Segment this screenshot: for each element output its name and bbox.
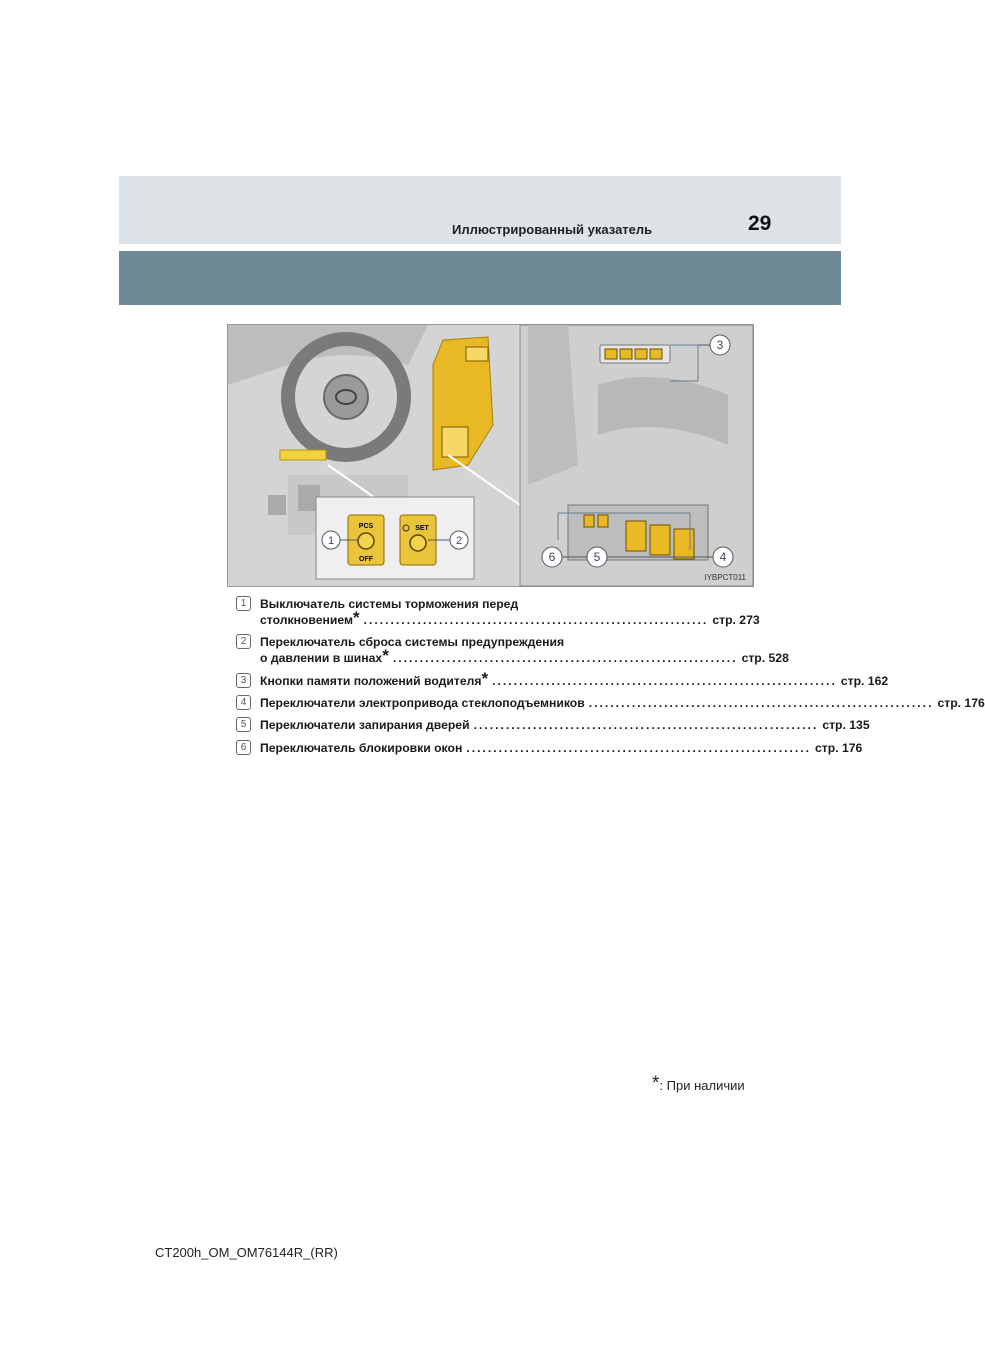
item-label: Переключатель блокировки окон xyxy=(260,741,463,755)
page-reference: стр. 135 xyxy=(822,718,870,732)
footnote xyxy=(652,1073,745,1094)
parking-pedal xyxy=(268,495,286,515)
window-switch-2 xyxy=(650,525,670,555)
dashboard-illustration xyxy=(227,324,754,587)
page-reference: стр. 528 xyxy=(741,651,789,665)
memory-button-3 xyxy=(635,349,647,359)
item-number: 5 xyxy=(236,717,251,732)
asterisk: * xyxy=(352,608,360,627)
set-button-icon xyxy=(410,535,426,551)
item-number: 6 xyxy=(236,740,251,755)
callout-1-label: 1 xyxy=(327,535,335,547)
item-number: 1 xyxy=(236,596,251,611)
memory-button-4 xyxy=(650,349,662,359)
window-switch-1 xyxy=(626,521,646,551)
window-switch-3 xyxy=(674,529,694,559)
section-title: Иллюстрированный указатель xyxy=(452,222,653,237)
item-label: Переключатели запирания дверей xyxy=(260,718,470,732)
item-label-cont: столкновением xyxy=(260,613,353,627)
memory-button-1 xyxy=(605,349,617,359)
callout-3-label: 3 xyxy=(716,338,724,352)
off-label: OFF xyxy=(359,556,373,563)
asterisk: * xyxy=(382,646,389,665)
item-number: 4 xyxy=(236,695,251,710)
memory-button-2 xyxy=(620,349,632,359)
item-label: Выключатель системы торможения перед xyxy=(260,597,519,611)
callout-4-label: 4 xyxy=(719,550,727,564)
pcs-label: PCS xyxy=(358,523,374,530)
item-number: 2 xyxy=(236,634,251,649)
illustration-svg xyxy=(228,325,753,586)
asterisk: * xyxy=(481,669,489,688)
page-reference: стр. 162 xyxy=(840,674,889,688)
memory-highlight xyxy=(466,347,488,361)
highlight-pcs-location xyxy=(280,450,326,460)
section-band xyxy=(119,251,841,305)
item-label: Переключатель сброса системы предупреждения xyxy=(260,635,565,649)
door-lock-switch xyxy=(584,515,594,527)
item-label: Переключатели электропривода стеклоподъемников xyxy=(260,696,585,710)
item-label-cont: о давлении в шинах xyxy=(260,651,383,665)
pcs-button-icon xyxy=(358,533,374,549)
page-number: 29 xyxy=(748,212,772,235)
page-reference: стр. 273 xyxy=(712,613,760,627)
footnote-text: : При наличии xyxy=(659,1078,745,1093)
asterisk: * xyxy=(652,1073,660,1094)
set-label: SET xyxy=(415,525,429,532)
callout-5-label: 5 xyxy=(593,550,601,564)
image-code: IYBPCT011 xyxy=(704,573,746,582)
steering-hub xyxy=(324,375,368,419)
document-code: CT200h_OM_OM76144R_(RR) xyxy=(155,1245,338,1260)
callout-6-label: 6 xyxy=(548,550,556,564)
item-label: Кнопки памяти положений водителя xyxy=(260,674,482,688)
window-switch-highlight xyxy=(442,427,468,457)
page-reference: стр. 176 xyxy=(815,741,863,755)
callout-2-label: 2 xyxy=(455,535,463,547)
item-number: 3 xyxy=(236,673,251,688)
page-reference: стр. 176 xyxy=(937,696,985,710)
window-lock-switch xyxy=(598,515,608,527)
